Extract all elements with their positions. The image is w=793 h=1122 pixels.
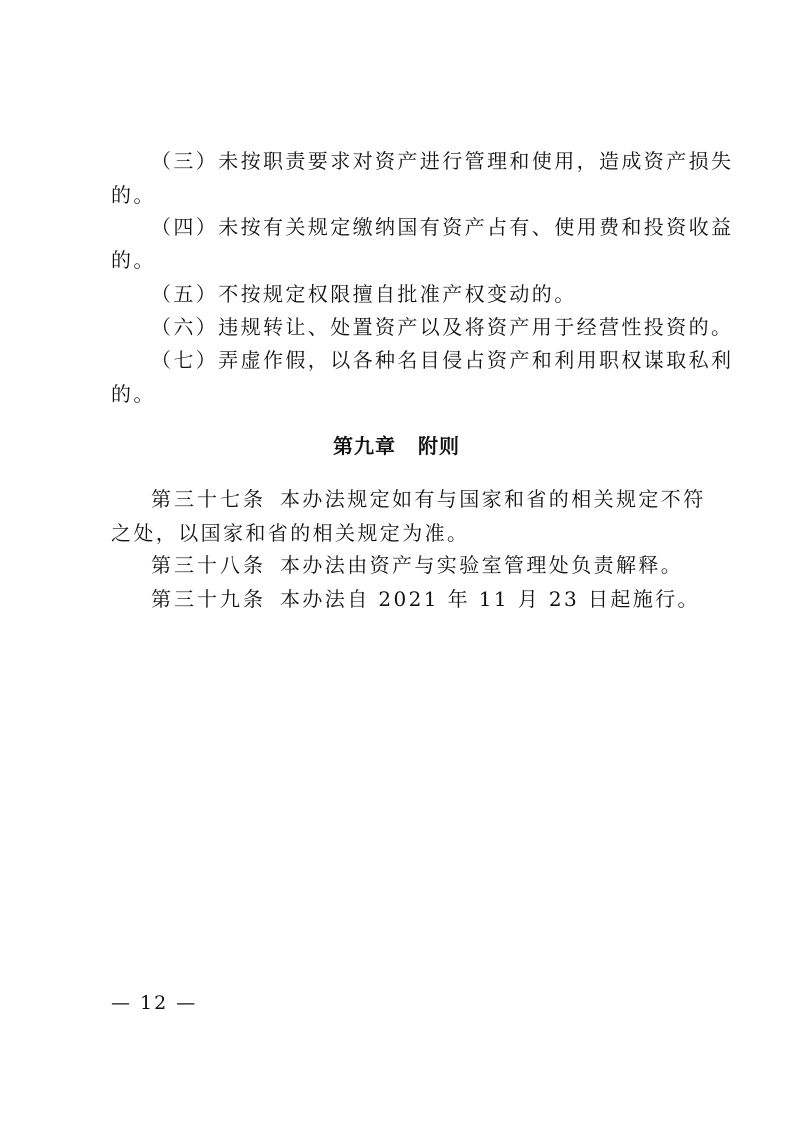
paragraph-4-line-1: （四）未按有关规定缴纳国有资产占有、使用费和投资收益 — [151, 215, 734, 239]
paragraph-4-line-2: 的。 — [111, 248, 156, 272]
article-38-text: 本办法由资产与实验室管理处负责解释。 — [280, 553, 684, 577]
paragraph-5: （五）不按规定权限擅自批准产权变动的。 — [151, 282, 577, 306]
page-number: — 12 — — [111, 992, 198, 1014]
article-37-line-2: 之处，以国家和省的相关规定为准。 — [111, 521, 470, 545]
article-39 — [151, 585, 701, 613]
article-37-line-1 — [151, 485, 706, 513]
paragraph-3-line-2: 的。 — [111, 183, 156, 207]
paragraph-6: （六）违规转让、处置资产以及将资产用于经营性投资的。 — [151, 315, 734, 339]
chapter-number: 第九章 — [333, 434, 396, 458]
chapter-heading — [0, 432, 793, 460]
article-38 — [151, 551, 701, 579]
article-37-number: 第三十七条 — [151, 487, 266, 511]
paragraph-3-line-1: （三）未按职责要求对资产进行管理和使用，造成资产损失 — [151, 149, 734, 173]
article-39-number: 第三十九条 — [151, 587, 266, 611]
article-38-number: 第三十八条 — [151, 553, 266, 577]
article-39-text: 本办法自 2021 年 11 月 23 日起施行。 — [280, 587, 700, 611]
paragraph-7-line-1: （七）弄虚作假，以各种名目侵占资产和利用职权谋取私利 — [151, 348, 734, 372]
chapter-title: 附则 — [418, 434, 460, 458]
paragraph-7-line-2: 的。 — [111, 382, 156, 406]
article-37-text: 本办法规定如有与国家和省的相关规定不符 — [280, 487, 706, 511]
